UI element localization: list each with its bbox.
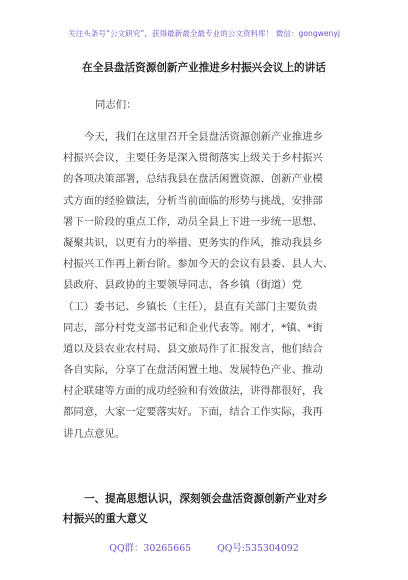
document-title: 在全县盘活资源创新产业推进乡村振兴会议上的讲话	[82, 62, 326, 74]
body-paragraph	[63, 127, 353, 445]
paragraph-line: 讲几点意见。	[63, 427, 126, 440]
salutation: 同志们：	[95, 99, 137, 111]
paragraph-line: 道以及县农业农村局、县文旅局作了汇报发言，他们结合	[63, 342, 323, 355]
paragraph-line: 的各项决策部署，总结我县在盘活闲置资源、创新产业模	[63, 173, 323, 186]
paragraph-line: 同志，部分村党支部书记和企业代表等。刚才，*镇、*街	[63, 321, 323, 334]
paragraph-line: 村振兴会议，主要任务是深入贯彻落实上级关于乡村振兴	[63, 152, 323, 165]
paragraph-line: 都同意，大家一定要落实好。下面，结合工作实际，我再	[63, 406, 323, 419]
paragraph-line: 式方面的经验做法，分析当前面临的形势与挑战，安排部	[63, 194, 323, 207]
qq-group-number: QQ群：30265665	[109, 543, 192, 554]
paragraph-line: 各自实际，分享了在盘活闲置土地、发展特色产业、推动	[63, 364, 323, 377]
qq-number: QQ号:535304092	[217, 543, 299, 554]
paragraph-line: 村企联建等方面的成功经验和有效做法，讲得都很好，我	[63, 385, 323, 398]
page-footer	[0, 540, 408, 554]
section-heading-line: 一、提高思想认识，深刻领会盘活资源创新产业对乡	[84, 493, 328, 505]
paragraph-line: （工）委书记、乡镇长（主任），县直有关部门主要负责	[63, 300, 318, 313]
section-heading	[63, 489, 363, 529]
paragraph-line: 县政府、县政协的主要领导同志，各乡镇（街道）党	[63, 279, 302, 292]
page-header: 关注头条号“公文研究”，获得最新最全最专业的公文资料库！ 微信：gongwenyj	[68, 29, 340, 38]
paragraph-line: 凝聚共识，以更有力的举措、更务实的作风，推动我县乡	[63, 236, 323, 249]
paragraph-line: 村振兴工作再上新台阶。参加今天的会议有县委、县人大、	[63, 258, 334, 271]
section-heading-line: 村振兴的重大意义	[63, 513, 148, 525]
paragraph-line: 署下一阶段的重点工作，动员全县上下进一步统一思想、	[63, 215, 323, 228]
paragraph-line: 今天，我们在这里召开全县盘活资源创新产业推进乡	[84, 131, 323, 143]
